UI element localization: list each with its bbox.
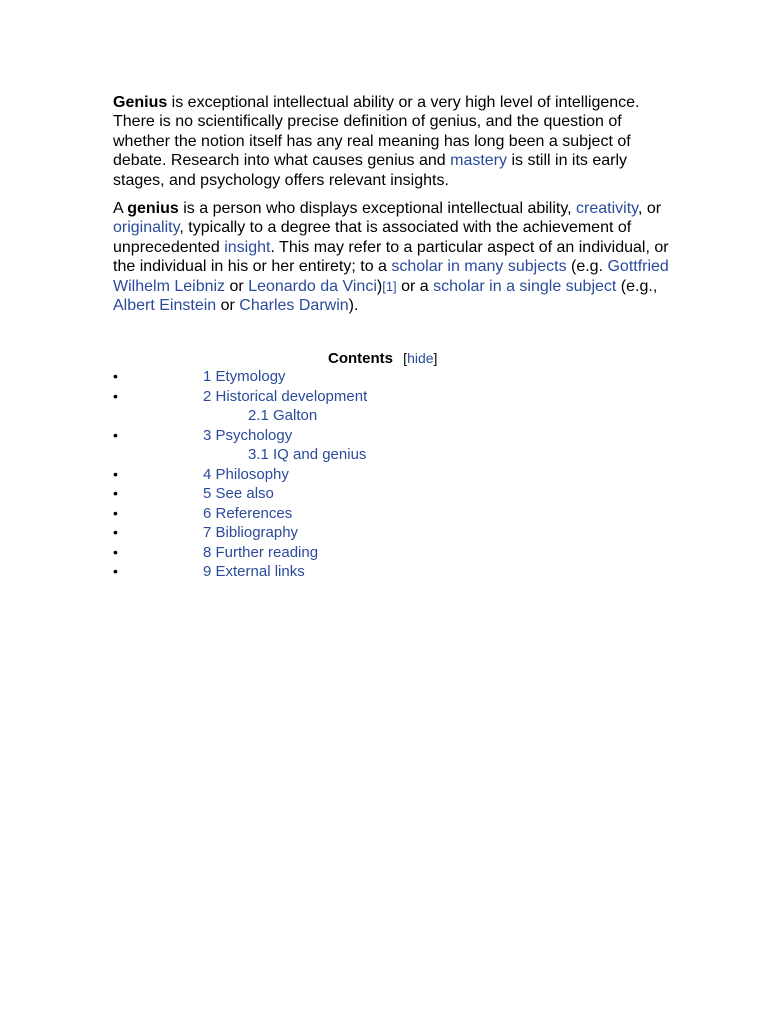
toc-link-galton[interactable]: 2.1 Galton <box>248 407 318 424</box>
bullet-icon: • <box>113 524 118 540</box>
text-span: or <box>216 297 240 315</box>
toc-hide-link[interactable]: hide <box>407 350 434 366</box>
text-span: (e.g., <box>616 277 658 295</box>
intro-paragraph-2 <box>113 199 673 315</box>
bullet-icon: • <box>113 426 118 443</box>
bullet-icon: • <box>113 543 118 560</box>
text-span: . This may refer to a particular aspect of an individual, or the individual in his or her entirety; to a <box>113 238 669 276</box>
link-scholar-in-many-subjects[interactable]: scholar in many subjects <box>391 258 567 276</box>
text-span: , typically to a degree that is associated with the achievement of unprecedented <box>113 219 632 256</box>
text-span: is a person who displays exceptional intellectual ability, <box>178 200 577 218</box>
citation-ref-1: [1] <box>382 278 397 294</box>
link-leonardo-da-vinci[interactable]: Leonardo da Vinci <box>248 277 377 295</box>
toc-header <box>328 349 437 368</box>
link-creativity[interactable]: creativity <box>576 200 638 218</box>
link-mastery[interactable]: mastery <box>450 152 508 170</box>
toc-hide-control <box>403 350 437 366</box>
toc-item-bibliography <box>0 523 768 543</box>
toc-link-further-reading[interactable]: 8 Further reading <box>203 543 319 561</box>
link-insight[interactable]: insight <box>224 238 271 256</box>
citation-link[interactable] <box>382 278 396 295</box>
toc-link-psychology[interactable]: 3 Psychology <box>203 426 293 444</box>
bullet-icon: • <box>113 465 118 482</box>
bullet-icon: • <box>113 387 118 404</box>
intro-paragraph-1 <box>113 93 673 190</box>
toc-item-galton <box>0 406 768 426</box>
text-span: ) <box>376 277 383 295</box>
toc-link-philosophy[interactable]: 4 Philosophy <box>203 465 289 483</box>
toc-item-iq-and-genius <box>0 445 768 465</box>
text-span: , or <box>637 200 662 218</box>
toc-link-see-also[interactable]: 5 See also <box>203 485 274 502</box>
text-span: is still in its early stages, and psychology offers relevant insights. <box>113 152 628 189</box>
text-span: A <box>113 200 128 218</box>
toc-item-external-links <box>0 562 768 582</box>
text-span: is exceptional intellectual ability or a very high level of intelligence. There is no scientifically precise definition of genius, and the question of whether the notion itself has any real meaning has long been a subject of debate. Research into what causes genius and <box>113 94 640 170</box>
bullet-icon: • <box>113 504 118 521</box>
toc-link-iq-and-genius[interactable]: 3.1 IQ and genius <box>248 446 367 463</box>
bullet-icon: • <box>113 485 118 501</box>
link-albert-einstein[interactable]: Albert Einstein <box>113 297 217 315</box>
toc-item-psychology <box>0 426 768 446</box>
text-span: (e.g. <box>566 258 608 276</box>
toc-item-references <box>0 504 768 524</box>
toc-item-historical-development <box>0 387 768 407</box>
toc-title: Contents <box>328 350 393 367</box>
toc-item-philosophy <box>0 465 768 485</box>
bullet-icon: • <box>113 563 118 579</box>
text-span: or <box>225 277 249 295</box>
toc-link-references[interactable]: 6 References <box>203 504 293 522</box>
toc-link-bibliography[interactable]: 7 Bibliography <box>203 524 299 541</box>
bullet-icon: • <box>113 368 118 384</box>
link-charles-darwin[interactable]: Charles Darwin <box>239 297 349 315</box>
toc-item-further-reading <box>0 543 768 563</box>
bracket-open: [ <box>403 350 408 366</box>
toc-item-see-also <box>0 484 768 504</box>
term-genius-bold: Genius <box>113 94 168 111</box>
article-body <box>113 93 673 324</box>
toc-link-etymology[interactable]: 1 Etymology <box>203 368 286 385</box>
link-scholar-in-a-single-subject[interactable]: scholar in a single subject <box>433 277 617 295</box>
text-span: ). <box>348 297 359 315</box>
text-span: or a <box>396 277 434 295</box>
toc-item-etymology <box>0 367 768 387</box>
link-originality[interactable]: originality <box>113 219 180 237</box>
bracket-close: ] <box>433 350 438 366</box>
toc-link-historical-development[interactable]: 2 Historical development <box>203 387 368 405</box>
toc-link-external-links[interactable]: 9 External links <box>203 563 305 580</box>
toc-list <box>0 367 768 582</box>
link-gottfried-wilhelm-leibniz[interactable]: Gottfried Wilhelm Leibniz <box>113 258 669 295</box>
term-genius-bold: genius <box>127 200 179 218</box>
